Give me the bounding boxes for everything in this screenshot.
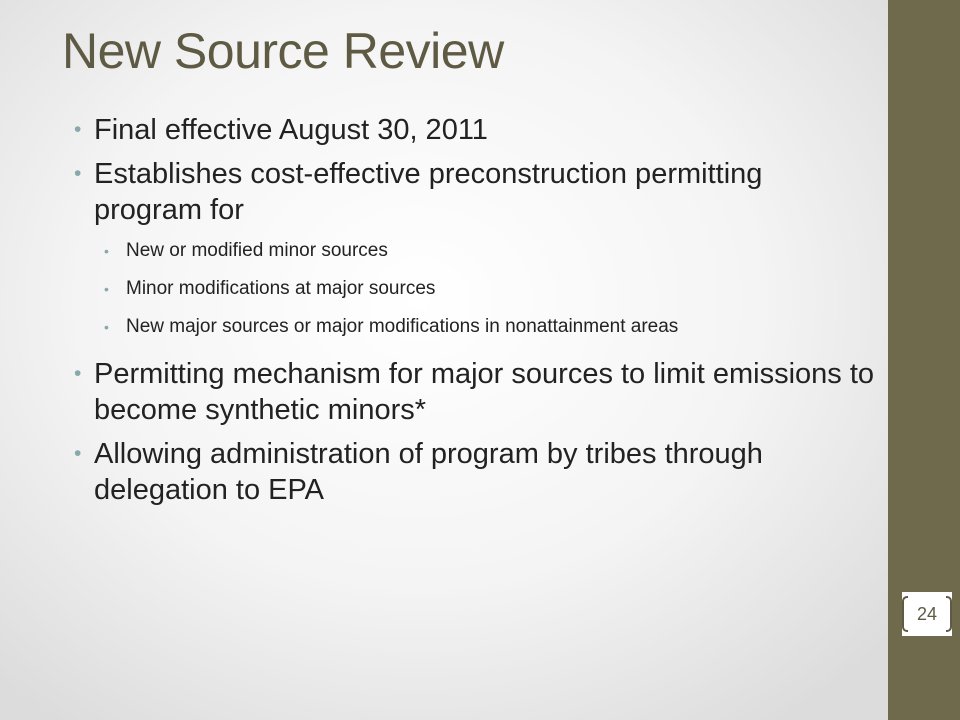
bullet-item: • Final effective August 30, 2011 bbox=[74, 112, 874, 148]
page-number: 24 bbox=[916, 604, 938, 624]
bullet-item: • Allowing administration of program by tribes through delegation to EPA bbox=[74, 436, 874, 508]
bullet-item: • Permitting mechanism for major sources to limit emissions to become synthetic minors* bbox=[74, 356, 874, 428]
right-bracket-icon bbox=[946, 596, 952, 632]
sub-bullet-item: • New major sources or major modifications in nonattainment areas bbox=[104, 316, 874, 338]
bullet-list bbox=[74, 112, 874, 516]
bullet-item: • Establishes cost-effective preconstruction permitting program for bbox=[74, 156, 874, 228]
sub-bullet-item: • New or modified minor sources bbox=[104, 240, 874, 262]
sub-bullet-item: • Minor modifications at major sources bbox=[104, 278, 874, 300]
slide-title: New Source Review bbox=[62, 23, 504, 79]
page-number-box bbox=[902, 592, 952, 636]
sub-bullet-list bbox=[74, 240, 874, 338]
